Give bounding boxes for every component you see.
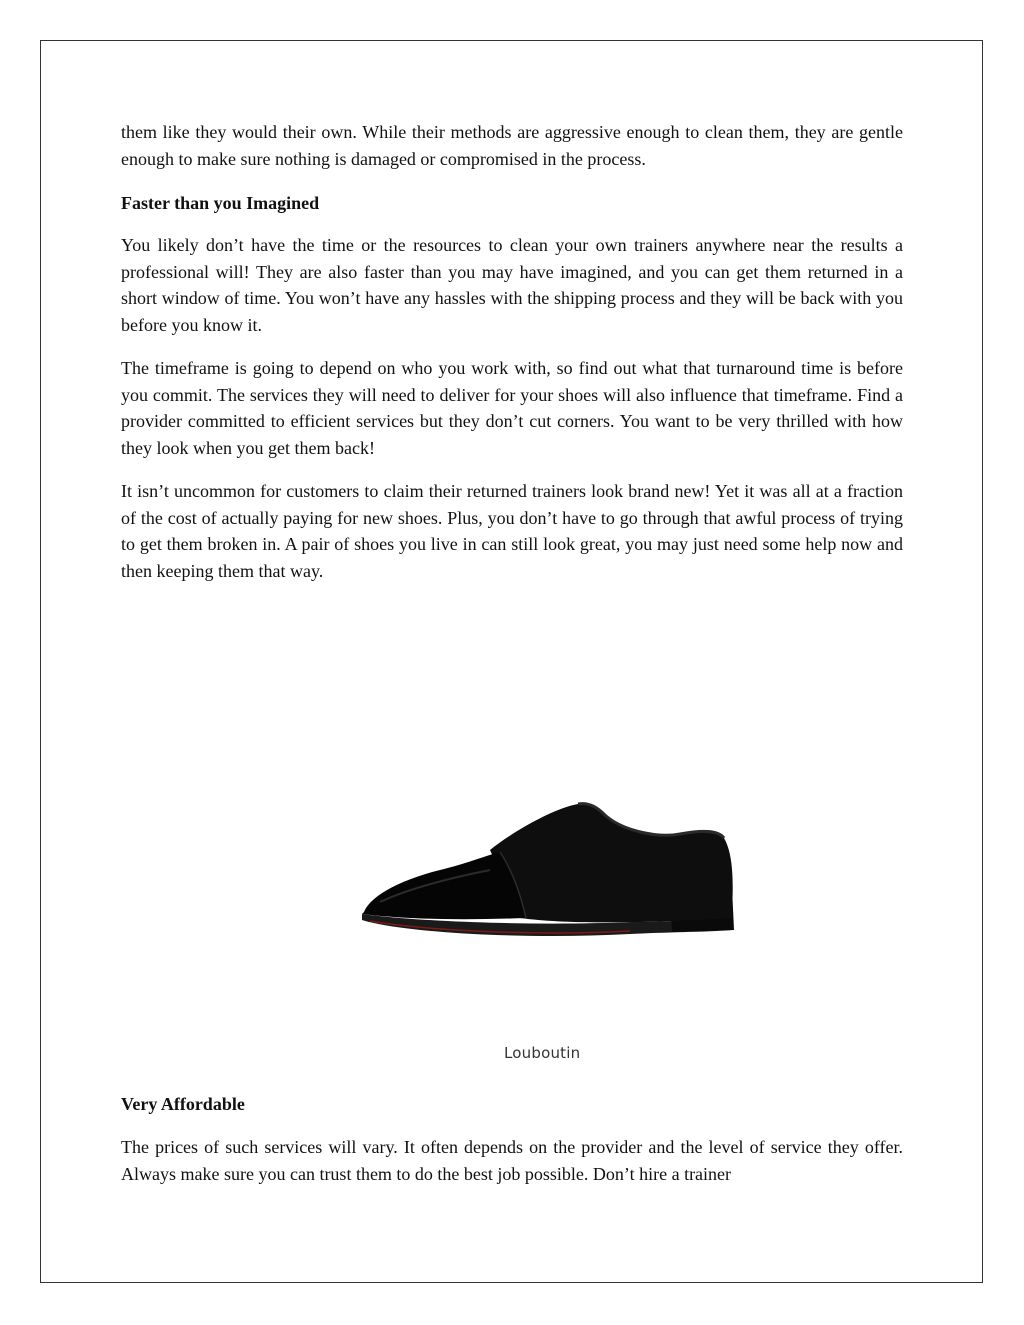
shoe-image — [340, 780, 760, 970]
shoe-toe-cap — [362, 852, 526, 919]
heading-faster-than-you-imagined: Faster than you Imagined — [121, 193, 320, 213]
paragraph-faster-3: It isn’t uncommon for customers to claim their returned trainers look brand new! Yet it was all at a fraction of the cost of actually paying for new shoes. Plus, you don’t have to go through that awful process of trying to get them broken in. A pair of shoes you live in can still look great, you may just need some help now and then keeping them that way. — [121, 481, 903, 581]
paragraph-faster-1: You likely don’t have the time or the resources to clean your own trainers anywhere near the results a professional will! They are also faster than you may have imagined, and you can get them returned in a short window of time. You won’t have any hassles with the shipping process and they will be back with you before you know it. — [121, 235, 903, 335]
document-body — [121, 119, 903, 172]
intro-paragraph: them like they would their own. While their methods are aggressive enough to clean them, they are gentle enough to make sure nothing is damaged or compromised in the process. — [121, 122, 903, 169]
paragraph-faster-2: The timeframe is going to depend on who you work with, so find out what that turnaround time is before you commit. The services they will need to deliver for your shoes will also influence that timeframe. Find a provider committed to efficient services but they don’t cut corners. You want to be very thrilled with how they look when you get them back! — [121, 358, 903, 458]
heading-very-affordable: Very Affordable — [121, 1094, 245, 1114]
paragraph-affordable-1: The prices of such services will vary. It often depends on the provider and the level of service they offer. Always make sure you can trust them to do the best job possible. Don’t hire a trainer — [121, 1137, 903, 1184]
figure-caption: Louboutin — [504, 1044, 581, 1062]
loafer-shoe-icon — [340, 780, 760, 970]
